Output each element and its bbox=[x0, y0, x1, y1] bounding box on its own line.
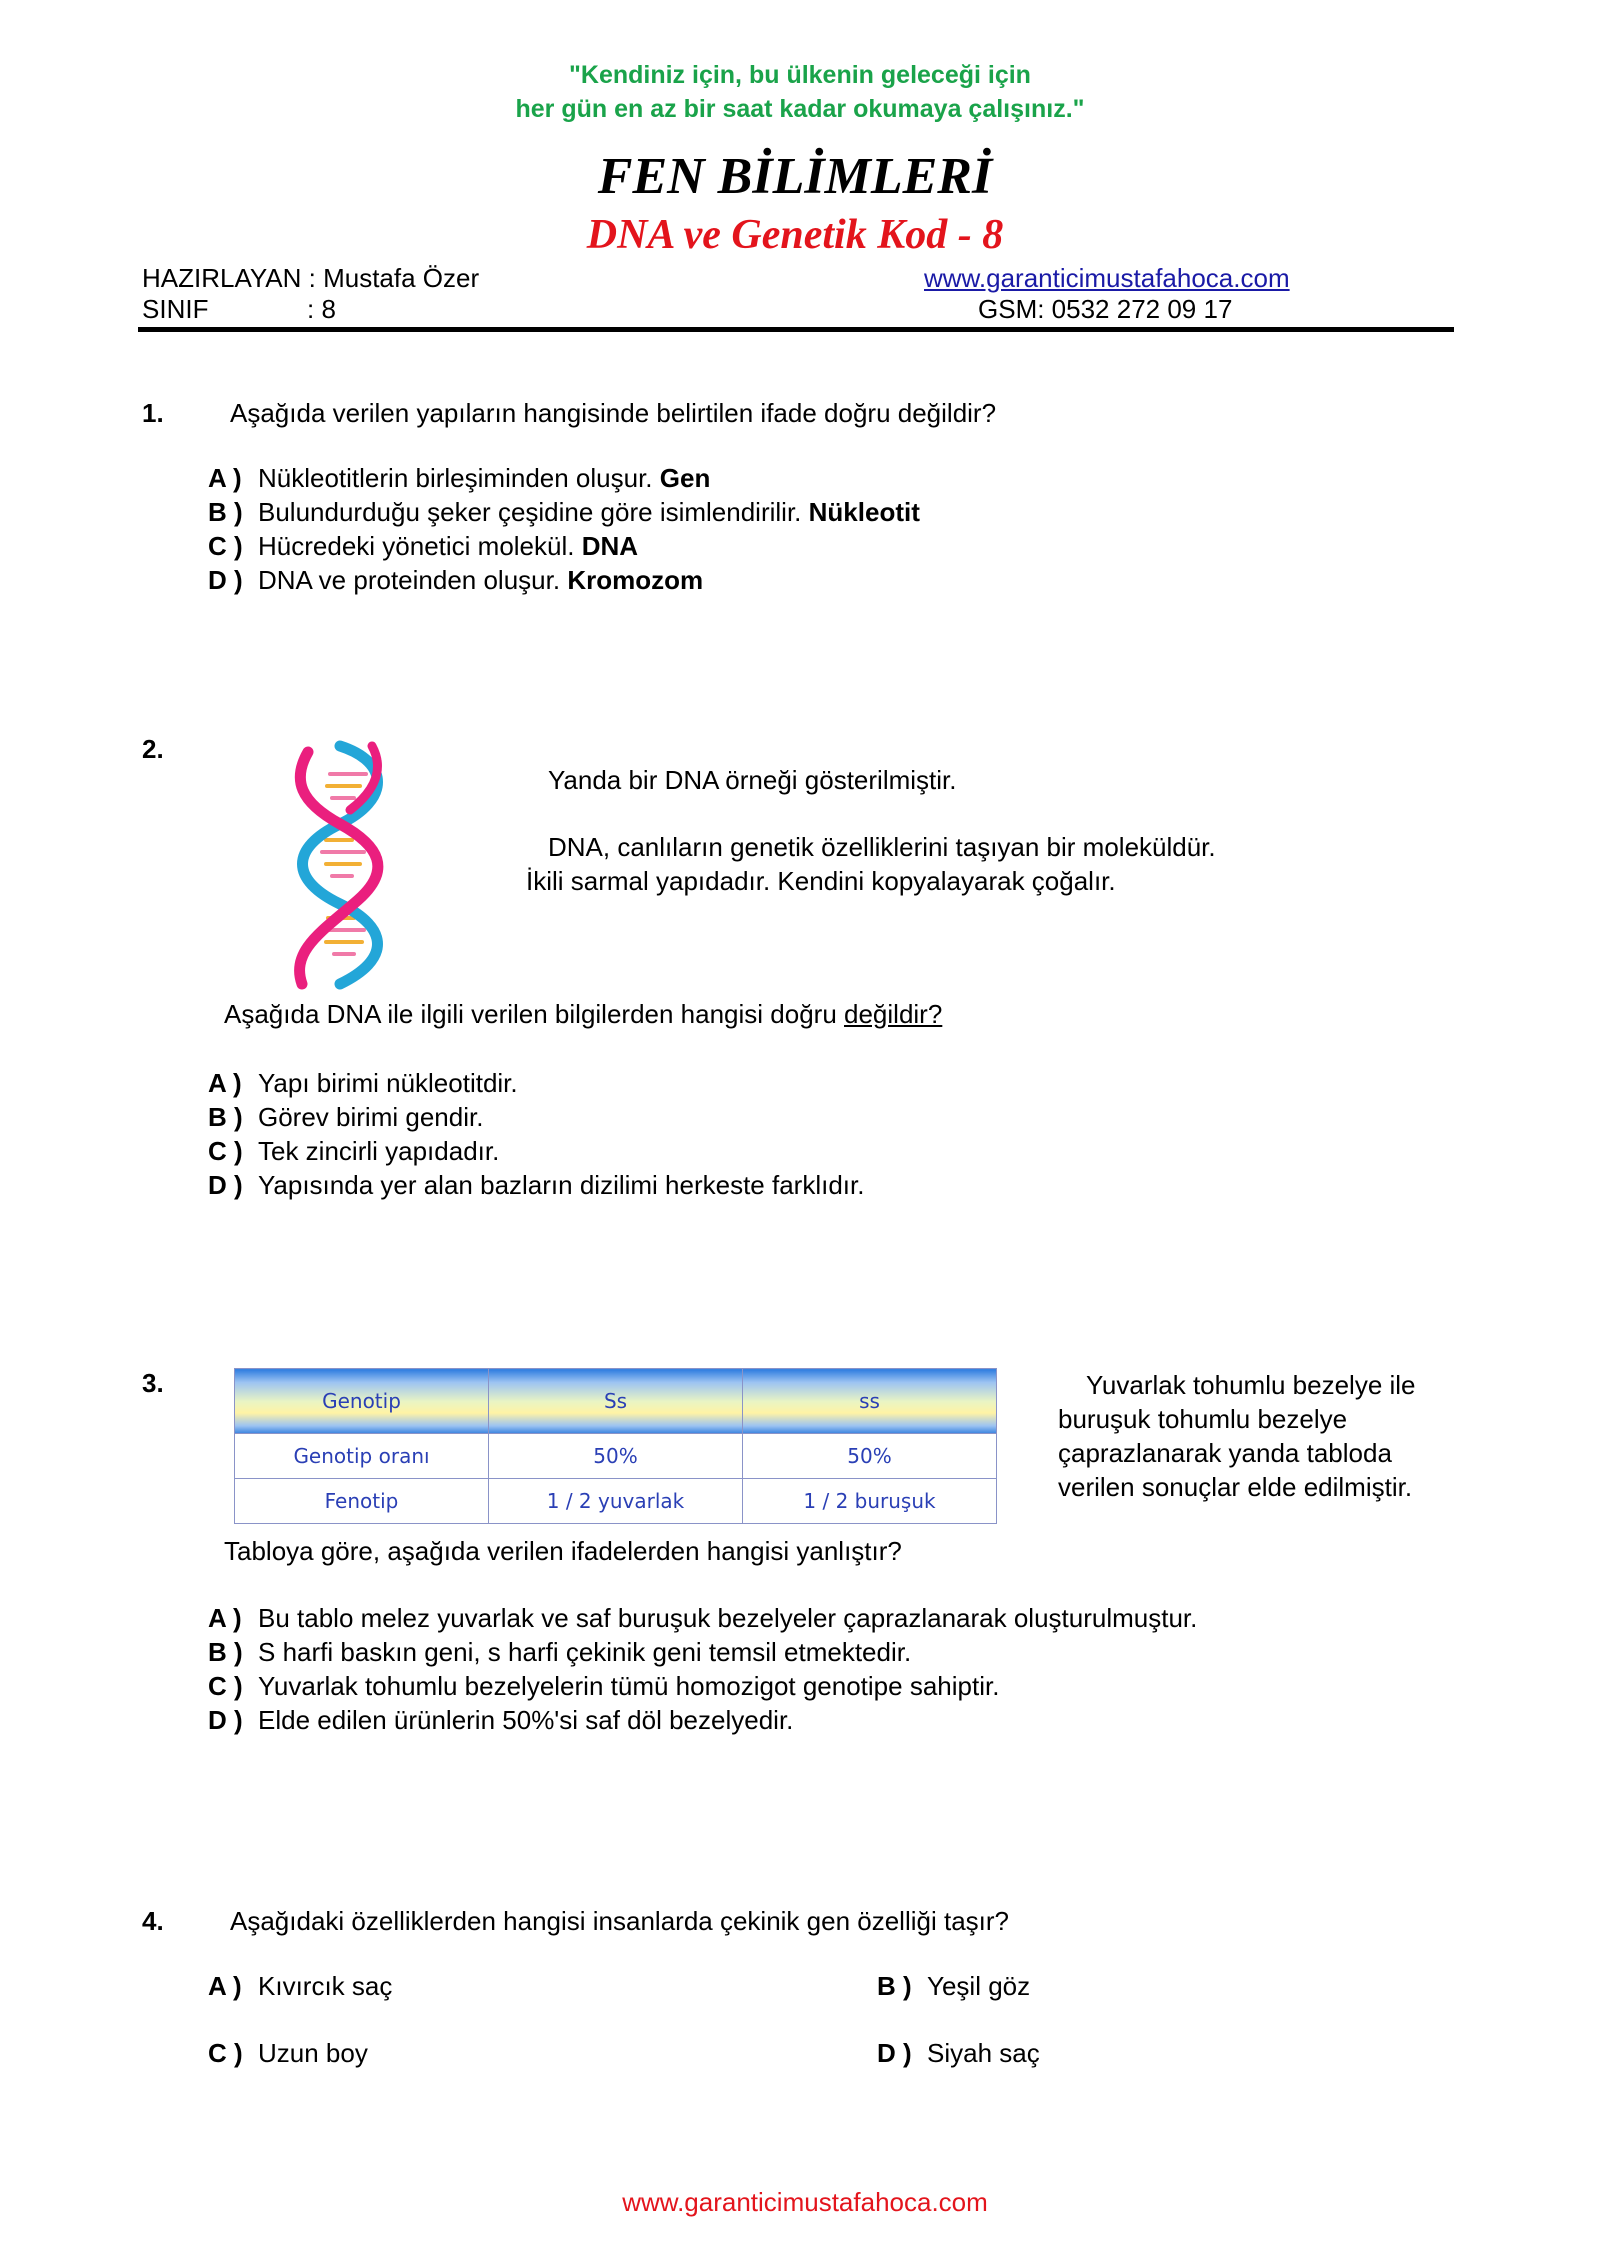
q1-option-b[interactable]: B ) Bulundurduğu şeker çeşidine göre isimlendirilir. Nükleotit bbox=[208, 497, 920, 527]
genotype-table bbox=[234, 1368, 997, 1524]
dna-helix-image bbox=[280, 740, 410, 990]
table-cell: ss bbox=[743, 1369, 997, 1434]
page-title: FEN BİLİMLERİ bbox=[597, 148, 993, 205]
website-link[interactable]: www.garanticimustafahoca.com bbox=[924, 263, 1290, 293]
table-cell: 50% bbox=[743, 1434, 997, 1479]
q3-number: 3. bbox=[142, 1368, 164, 1398]
q3-option-d[interactable]: D ) Elde edilen ürünlerin 50%'si saf döl bezelyedir. bbox=[208, 1705, 794, 1735]
q2-intro-3: İkili sarmal yapıdadır. Kendini kopyalayarak çoğalır. bbox=[526, 866, 1116, 896]
header-divider bbox=[138, 327, 1454, 332]
q2-question: Aşağıda DNA ile ilgili verilen bilgilerden hangisi doğru değildir? bbox=[224, 999, 943, 1029]
q2-options bbox=[208, 1066, 864, 1202]
q4-option-c[interactable]: C ) Uzun boy bbox=[208, 2038, 368, 2068]
q3-question: Tabloya göre, aşağıda verilen ifadelerden hangisi yanlıştır? bbox=[224, 1536, 902, 1566]
table-cell: 50% bbox=[489, 1434, 743, 1479]
table-row bbox=[235, 1434, 997, 1479]
q4-option-a[interactable]: A ) Kıvırcık saç bbox=[208, 1971, 393, 2001]
q1-text: Aşağıda verilen yapıların hangisinde belirtilen ifade doğru değildir? bbox=[230, 398, 997, 428]
table-cell: 1 / 2 buruşuk bbox=[743, 1479, 997, 1524]
q1-number: 1. bbox=[142, 398, 164, 428]
q3-side-text: Yuvarlak tohumlu bezelye ile buruşuk tohumlu bezelye çaprazlanarak yanda tabloda verilen sonuçlar elde edilmiştir. bbox=[1058, 1370, 1416, 1502]
gsm-number: GSM: 0532 272 09 17 bbox=[978, 294, 1233, 324]
q4-number: 4. bbox=[142, 1906, 164, 1936]
q3-options bbox=[208, 1601, 1197, 1737]
q2-option-b[interactable]: B ) Görev birimi gendir. bbox=[208, 1102, 484, 1132]
q2-intro-2: DNA, canlıların genetik özelliklerini taşıyan bir moleküldür. bbox=[548, 832, 1216, 862]
q3-option-a[interactable]: A ) Bu tablo melez yuvarlak ve saf buruşuk bezelyeler çaprazlanarak oluşturulmuştur. bbox=[208, 1603, 1198, 1633]
prepared-by: HAZIRLAYAN : Mustafa Özer bbox=[142, 263, 480, 293]
q2-option-d[interactable]: D ) Yapısında yer alan bazların dizilimi herkeste farklıdır. bbox=[208, 1170, 865, 1200]
q2-number: 2. bbox=[142, 734, 164, 764]
class-label: SINIF bbox=[142, 294, 209, 324]
q1-option-c[interactable]: C ) Hücredeki yönetici molekül. DNA bbox=[208, 531, 639, 561]
q4-option-b[interactable]: B ) Yeşil göz bbox=[877, 1971, 1031, 2001]
table-cell: Genotip bbox=[235, 1369, 489, 1434]
q4-text: Aşağıdaki özelliklerden hangisi insanlarda çekinik gen özelliği taşır? bbox=[230, 1906, 1009, 1936]
motto-line-1: "Kendiniz için, bu ülkenin geleceği için bbox=[569, 61, 1031, 89]
q1-option-a[interactable]: A ) Nükleotitlerin birleşiminden oluşur. Gen bbox=[208, 463, 711, 493]
q4-option-d[interactable]: D ) Siyah saç bbox=[877, 2038, 1040, 2068]
motto-line-2: her gün en az bir saat kadar okumaya çalışınız." bbox=[515, 95, 1085, 123]
class-value: : 8 bbox=[307, 294, 336, 324]
q2-intro-1: Yanda bir DNA örneği gösterilmiştir. bbox=[548, 765, 957, 795]
page-subtitle: DNA ve Genetik Kod - 8 bbox=[586, 212, 1004, 258]
q1-option-d[interactable]: D ) DNA ve proteinden oluşur. Kromozom bbox=[208, 565, 704, 595]
q3-option-b[interactable]: B ) S harfi baskın geni, s harfi çekinik geni temsil etmektedir. bbox=[208, 1637, 912, 1667]
footer-website[interactable]: www.garanticimustafahoca.com bbox=[622, 2187, 988, 2217]
q2-option-c[interactable]: C ) Tek zincirli yapıdadır. bbox=[208, 1136, 500, 1166]
table-cell: Genotip oranı bbox=[235, 1434, 489, 1479]
table-cell: Fenotip bbox=[235, 1479, 489, 1524]
table-cell: 1 / 2 yuvarlak bbox=[489, 1479, 743, 1524]
q2-option-a[interactable]: A ) Yapı birimi nükleotitdir. bbox=[208, 1068, 518, 1098]
q3-option-c[interactable]: C ) Yuvarlak tohumlu bezelyelerin tümü homozigot genotipe sahiptir. bbox=[208, 1671, 1000, 1701]
table-cell: Ss bbox=[489, 1369, 743, 1434]
table-row bbox=[235, 1479, 997, 1524]
table-row bbox=[235, 1369, 997, 1434]
q1-options bbox=[208, 461, 920, 597]
